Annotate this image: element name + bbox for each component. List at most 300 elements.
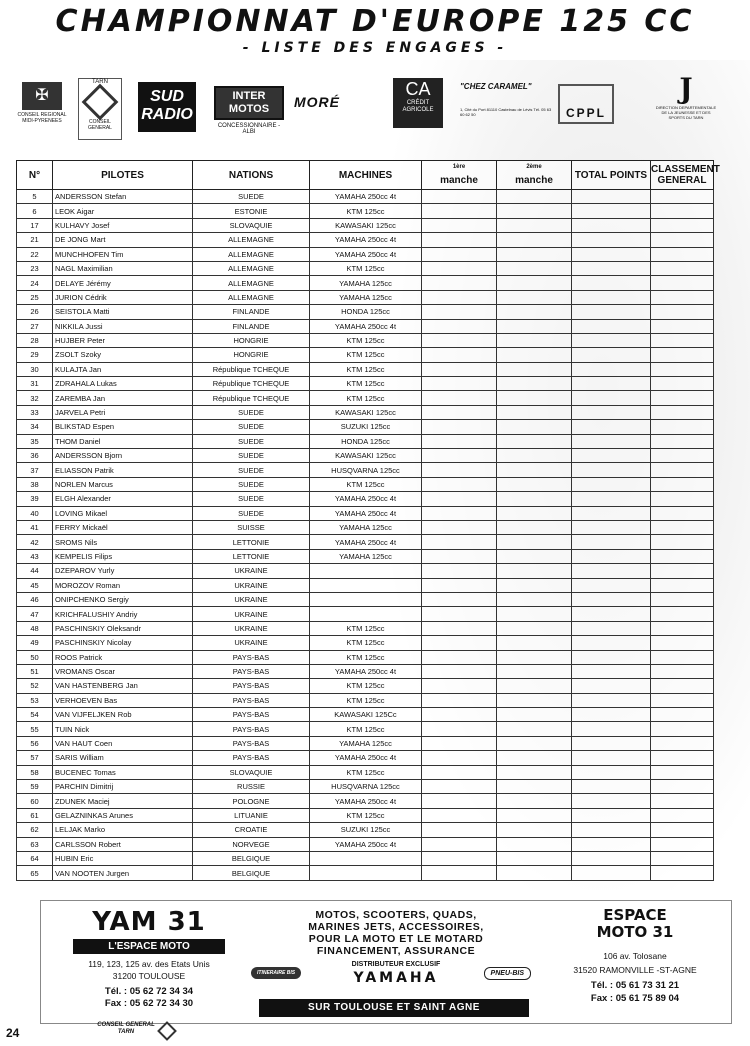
cell-machine: YAMAHA 125cc: [310, 290, 422, 304]
cell-nation: SUEDE: [193, 463, 310, 477]
cell-nation: UKRAINE: [193, 621, 310, 635]
cell-pilote: NORLEN Marcus: [53, 477, 193, 491]
cell-num: 37: [17, 463, 53, 477]
cell-pilote: SROMS Nils: [53, 535, 193, 549]
cell-pilote: LELJAK Marko: [53, 823, 193, 837]
cell-machine: [310, 578, 422, 592]
cell-pilote: ROOS Patrick: [53, 650, 193, 664]
cell-nation: PAYS-BAS: [193, 751, 310, 765]
cell-manche-2: [497, 420, 572, 434]
cell-num: 47: [17, 607, 53, 621]
cell-pilote: ZDRAHALA Lukas: [53, 377, 193, 391]
cell-num: 25: [17, 290, 53, 304]
cell-nation: LITUANIE: [193, 808, 310, 822]
cell-manche-1: [422, 463, 497, 477]
cell-machine: YAMAHA 250cc 4t: [310, 794, 422, 808]
cell-num: 54: [17, 708, 53, 722]
cell-manche-1: [422, 218, 497, 232]
cell-total: [572, 377, 651, 391]
cell-classement: [651, 549, 714, 563]
cell-machine: YAMAHA 250cc 4t: [310, 837, 422, 851]
cell-pilote: VAN NOOTEN Jurgen: [53, 866, 193, 880]
ddjs-logo: J DIRECTION DEPARTEMENTALE DE LA JEUNESSE ET DES SPORTS DU TARN: [655, 72, 717, 120]
cell-machine: KAWASAKI 125cc: [310, 449, 422, 463]
cell-num: 6: [17, 204, 53, 218]
cell-total: [572, 693, 651, 707]
cell-machine: YAMAHA 125cc: [310, 736, 422, 750]
cell-classement: [651, 621, 714, 635]
table-row: [17, 520, 714, 534]
cell-manche-1: [422, 607, 497, 621]
table-row: [17, 679, 714, 693]
cell-manche-1: [422, 506, 497, 520]
cell-manche-2: [497, 261, 572, 275]
table-row: [17, 190, 714, 204]
cell-classement: [651, 607, 714, 621]
cell-machine: KTM 125cc: [310, 693, 422, 707]
cell-num: 22: [17, 247, 53, 261]
cell-classement: [651, 780, 714, 794]
cell-total: [572, 708, 651, 722]
table-row: [17, 463, 714, 477]
cell-num: 32: [17, 391, 53, 405]
cell-classement: [651, 477, 714, 491]
cell-pilote: TUIN Nick: [53, 722, 193, 736]
cell-num: 45: [17, 578, 53, 592]
cell-manche-1: [422, 751, 497, 765]
cell-machine: KTM 125cc: [310, 477, 422, 491]
cell-machine: YAMAHA 250cc 4t: [310, 664, 422, 678]
cell-machine: KTM 125cc: [310, 765, 422, 779]
cell-total: [572, 463, 651, 477]
cell-manche-1: [422, 305, 497, 319]
cell-machine: KTM 125cc: [310, 650, 422, 664]
cell-manche-2: [497, 405, 572, 419]
table-row: [17, 851, 714, 865]
cell-classement: [651, 449, 714, 463]
cell-nation: SUISSE: [193, 520, 310, 534]
cell-manche-2: [497, 204, 572, 218]
cell-manche-2: [497, 190, 572, 204]
cell-pilote: THOM Daniel: [53, 434, 193, 448]
cell-nation: SLOVAQUIE: [193, 765, 310, 779]
cell-num: 17: [17, 218, 53, 232]
cell-manche-1: [422, 247, 497, 261]
cell-num: 40: [17, 506, 53, 520]
cell-nation: SUEDE: [193, 190, 310, 204]
cell-manche-2: [497, 607, 572, 621]
cell-manche-1: [422, 636, 497, 650]
cell-classement: [651, 693, 714, 707]
cell-manche-2: [497, 477, 572, 491]
cell-pilote: SEISTOLA Matti: [53, 305, 193, 319]
cell-pilote: PARCHIN Dimitrij: [53, 780, 193, 794]
cell-classement: [651, 247, 714, 261]
cell-classement: [651, 463, 714, 477]
cell-classement: [651, 420, 714, 434]
cell-total: [572, 506, 651, 520]
cell-manche-2: [497, 851, 572, 865]
table-row: [17, 823, 714, 837]
cell-manche-1: [422, 808, 497, 822]
table-row: [17, 348, 714, 362]
cell-manche-1: [422, 520, 497, 534]
inter-motos-logo: INTER MOTOS CONCESSIONNAIRE - ALBI: [214, 86, 284, 138]
cell-pilote: DELAYE Jérémy: [53, 276, 193, 290]
cell-num: 30: [17, 362, 53, 376]
cell-manche-2: [497, 348, 572, 362]
cell-machine: HONDA 125cc: [310, 305, 422, 319]
cell-classement: [651, 434, 714, 448]
cell-classement: [651, 823, 714, 837]
table-row: [17, 664, 714, 678]
cell-manche-2: [497, 218, 572, 232]
cell-pilote: VAN HASTENBERG Jan: [53, 679, 193, 693]
table-row: [17, 261, 714, 275]
credit-agricole-icon: CA: [405, 79, 431, 99]
page-number: 24: [6, 1026, 20, 1040]
cell-pilote: ELGH Alexander: [53, 492, 193, 506]
cell-nation: PAYS-BAS: [193, 664, 310, 678]
cell-manche-1: [422, 823, 497, 837]
cell-machine: HUSQVARNA 125cc: [310, 780, 422, 794]
itineraire-bis-logo: ITINERAIRE BIS: [251, 967, 301, 979]
cell-manche-2: [497, 708, 572, 722]
table-row: [17, 377, 714, 391]
cell-num: 55: [17, 722, 53, 736]
cell-manche-1: [422, 348, 497, 362]
cell-num: 61: [17, 808, 53, 822]
cell-manche-2: [497, 823, 572, 837]
cell-manche-1: [422, 233, 497, 247]
table-row: [17, 607, 714, 621]
table-row: [17, 204, 714, 218]
cell-total: [572, 621, 651, 635]
cell-pilote: ZSOLT Szoky: [53, 348, 193, 362]
cell-num: 60: [17, 794, 53, 808]
header-total: TOTAL POINTS: [572, 161, 651, 190]
cell-nation: POLOGNE: [193, 794, 310, 808]
table-row: [17, 808, 714, 822]
header-manche-2: $^{2ème}$ manche: [497, 161, 572, 190]
cell-num: 53: [17, 693, 53, 707]
cell-machine: YAMAHA 250cc 4t: [310, 190, 422, 204]
cell-classement: [651, 722, 714, 736]
cell-manche-2: [497, 290, 572, 304]
cell-pilote: KEMPELIS Filips: [53, 549, 193, 563]
credit-agricole-logo: CA CRÉDIT AGRICOLE: [393, 78, 443, 128]
cell-num: 21: [17, 233, 53, 247]
cell-nation: UKRAINE: [193, 607, 310, 621]
cell-manche-2: [497, 866, 572, 880]
cell-manche-2: [497, 650, 572, 664]
cell-machine: YAMAHA 125cc: [310, 520, 422, 534]
cell-total: [572, 449, 651, 463]
table-header-row: [17, 161, 714, 190]
cell-total: [572, 218, 651, 232]
cell-manche-2: [497, 592, 572, 606]
table-row: [17, 636, 714, 650]
cell-total: [572, 477, 651, 491]
table-row: [17, 391, 714, 405]
cell-nation: PAYS-BAS: [193, 650, 310, 664]
cell-manche-2: [497, 621, 572, 635]
cell-total: [572, 247, 651, 261]
cell-machine: HONDA 125cc: [310, 434, 422, 448]
cell-classement: [651, 348, 714, 362]
cell-manche-2: [497, 362, 572, 376]
cell-total: [572, 319, 651, 333]
cell-classement: [651, 736, 714, 750]
cell-pilote: CARLSSON Robert: [53, 837, 193, 851]
table-row: [17, 290, 714, 304]
cell-manche-2: [497, 391, 572, 405]
cell-classement: [651, 520, 714, 534]
chez-caramel-logo: "CHEZ CARAMEL" 1, Cité du Port 81110 Castelnau de Lévis Tél. 05 63 60 62 50: [460, 82, 552, 117]
cell-nation: ALLEMAGNE: [193, 276, 310, 290]
table-row: [17, 434, 714, 448]
espace-moto-logo: ESPACE MOTO 31: [596, 906, 674, 941]
cell-total: [572, 492, 651, 506]
cell-nation: PAYS-BAS: [193, 679, 310, 693]
footer-advert: [40, 900, 732, 1024]
table-row: [17, 708, 714, 722]
cell-nation: BELGIQUE: [193, 851, 310, 865]
services-block: MOTOS, SCOOTERS, QUADS, MARINES JETS, ACCESSOIRES, POUR LA MOTO ET LE MOTARD FINANCEMENT, ASSURANCE DISTRIBUTEUR EXCLUSIF YAMAHA ITINERAIRE BIS PNEU-BIS: [251, 909, 541, 986]
cell-pilote: GELAZNINKAS Arunes: [53, 808, 193, 822]
cell-classement: [651, 751, 714, 765]
cell-manche-2: [497, 549, 572, 563]
table-row: [17, 592, 714, 606]
tarn-emblem-icon: [82, 84, 119, 121]
cell-classement: [651, 319, 714, 333]
cell-total: [572, 823, 651, 837]
sud-radio-logo: SUD RADIO: [138, 82, 196, 132]
cell-total: [572, 679, 651, 693]
cell-num: 65: [17, 866, 53, 880]
cell-manche-1: [422, 866, 497, 880]
espace-moto-block: ESPACE MOTO 31 106 av. Tolosane 31520 RAMONVILLE -ST-AGNE Tél. : 05 61 73 31 21 Fax : 05 61 75 89 04: [547, 907, 723, 1005]
header-classement: CLASSEMENT GENERAL: [651, 161, 714, 190]
table-row: [17, 420, 714, 434]
cell-classement: [651, 765, 714, 779]
cell-total: [572, 204, 651, 218]
cell-classement: [651, 679, 714, 693]
cell-pilote: VAN VIJFELJKEN Rob: [53, 708, 193, 722]
cell-pilote: NAGL Maximilian: [53, 261, 193, 275]
cell-nation: SUEDE: [193, 420, 310, 434]
cell-nation: ALLEMAGNE: [193, 233, 310, 247]
cell-machine: KTM 125cc: [310, 621, 422, 635]
cell-classement: [651, 564, 714, 578]
cell-nation: SUEDE: [193, 434, 310, 448]
table-row: [17, 765, 714, 779]
cell-total: [572, 650, 651, 664]
cell-num: 43: [17, 549, 53, 563]
cell-machine: YAMAHA 250cc 4t: [310, 506, 422, 520]
cell-manche-2: [497, 780, 572, 794]
cell-total: [572, 276, 651, 290]
cell-total: [572, 664, 651, 678]
table-row: [17, 866, 714, 880]
cell-num: 41: [17, 520, 53, 534]
cell-manche-2: [497, 636, 572, 650]
cell-pilote: DZEPAROV Yurly: [53, 564, 193, 578]
cell-classement: [651, 377, 714, 391]
cell-nation: FINLANDE: [193, 319, 310, 333]
cell-classement: [651, 650, 714, 664]
cppl-logo: CPPL: [558, 84, 614, 124]
cell-nation: UKRAINE: [193, 592, 310, 606]
cell-classement: [651, 592, 714, 606]
sponsor-logos: [10, 72, 740, 140]
cell-total: [572, 564, 651, 578]
cell-machine: YAMAHA 125cc: [310, 549, 422, 563]
cell-total: [572, 722, 651, 736]
cell-num: 62: [17, 823, 53, 837]
cell-manche-2: [497, 506, 572, 520]
cell-num: 31: [17, 377, 53, 391]
cell-num: 59: [17, 780, 53, 794]
cell-classement: [651, 218, 714, 232]
cell-machine: YAMAHA 250cc 4t: [310, 233, 422, 247]
cell-classement: [651, 636, 714, 650]
cell-num: 28: [17, 333, 53, 347]
cell-machine: YAMAHA 250cc 4t: [310, 492, 422, 506]
cell-classement: [651, 535, 714, 549]
page-subtitle: - LISTE DES ENGAGES -: [242, 40, 508, 56]
cell-manche-2: [497, 578, 572, 592]
tarn-emblem-icon: [157, 1021, 177, 1041]
cell-manche-1: [422, 780, 497, 794]
cell-pilote: ONIPCHENKO Sergiy: [53, 592, 193, 606]
cell-manche-2: [497, 520, 572, 534]
cell-total: [572, 549, 651, 563]
cell-classement: [651, 664, 714, 678]
cell-pilote: JARVELA Petri: [53, 405, 193, 419]
cell-nation: UKRAINE: [193, 578, 310, 592]
cell-manche-1: [422, 420, 497, 434]
cell-manche-2: [497, 564, 572, 578]
cell-machine: KTM 125cc: [310, 722, 422, 736]
header-num: N°: [17, 161, 53, 190]
cell-nation: ALLEMAGNE: [193, 247, 310, 261]
more-logo: MORÉ: [294, 94, 340, 110]
table-row: [17, 276, 714, 290]
cell-machine: YAMAHA 250cc 4t: [310, 535, 422, 549]
cell-nation: NORVEGE: [193, 837, 310, 851]
cell-num: 48: [17, 621, 53, 635]
cell-total: [572, 333, 651, 347]
cell-nation: FINLANDE: [193, 305, 310, 319]
cell-total: [572, 305, 651, 319]
cell-nation: SUEDE: [193, 449, 310, 463]
cell-total: [572, 578, 651, 592]
header-machines: MACHINES: [310, 161, 422, 190]
cell-nation: CROATIE: [193, 823, 310, 837]
cell-classement: [651, 837, 714, 851]
cell-manche-1: [422, 477, 497, 491]
table-row: [17, 405, 714, 419]
cell-manche-1: [422, 736, 497, 750]
cell-nation: HONGRIE: [193, 348, 310, 362]
cell-machine: KAWASAKI 125Cc: [310, 708, 422, 722]
cell-machine: YAMAHA 250cc 4t: [310, 247, 422, 261]
cell-machine: [310, 851, 422, 865]
cell-manche-1: [422, 261, 497, 275]
cell-pilote: MUNCHHOFEN Tim: [53, 247, 193, 261]
cell-nation: UKRAINE: [193, 636, 310, 650]
cell-pilote: BUCENEC Tomas: [53, 765, 193, 779]
cell-num: 56: [17, 736, 53, 750]
cell-nation: BELGIQUE: [193, 866, 310, 880]
entries-table: [16, 160, 720, 881]
cell-manche-2: [497, 434, 572, 448]
cell-classement: [651, 808, 714, 822]
cell-classement: [651, 233, 714, 247]
cell-nation: PAYS-BAS: [193, 736, 310, 750]
cell-pilote: ELIASSON Patrik: [53, 463, 193, 477]
cell-nation: République TCHEQUE: [193, 377, 310, 391]
cell-machine: KTM 125cc: [310, 261, 422, 275]
table-row: [17, 333, 714, 347]
cell-nation: SLOVAQUIE: [193, 218, 310, 232]
cell-num: 51: [17, 664, 53, 678]
cell-manche-2: [497, 535, 572, 549]
cell-num: 44: [17, 564, 53, 578]
cell-total: [572, 261, 651, 275]
cell-manche-1: [422, 362, 497, 376]
cell-machine: KTM 125cc: [310, 348, 422, 362]
cell-manche-2: [497, 449, 572, 463]
table-row: [17, 247, 714, 261]
cell-machine: [310, 607, 422, 621]
cell-num: 64: [17, 851, 53, 865]
table-row: [17, 736, 714, 750]
cell-total: [572, 765, 651, 779]
cell-num: 24: [17, 276, 53, 290]
cell-pilote: PASCHINSKIY Nicolay: [53, 636, 193, 650]
cell-pilote: BLIKSTAD Espen: [53, 420, 193, 434]
cell-total: [572, 780, 651, 794]
table-row: [17, 780, 714, 794]
cell-machine: HUSQVARNA 125cc: [310, 463, 422, 477]
cell-manche-2: [497, 736, 572, 750]
table-row: [17, 477, 714, 491]
cell-manche-1: [422, 765, 497, 779]
cell-num: 23: [17, 261, 53, 275]
table-row: [17, 535, 714, 549]
cell-manche-1: [422, 405, 497, 419]
cell-manche-1: [422, 190, 497, 204]
cell-total: [572, 607, 651, 621]
cell-total: [572, 636, 651, 650]
cell-num: 35: [17, 434, 53, 448]
cell-manche-2: [497, 679, 572, 693]
table-row: [17, 362, 714, 376]
cell-pilote: PASCHINSKIY Oleksandr: [53, 621, 193, 635]
cell-manche-1: [422, 794, 497, 808]
cell-classement: [651, 405, 714, 419]
cell-total: [572, 434, 651, 448]
cell-manche-1: [422, 650, 497, 664]
cell-num: 26: [17, 305, 53, 319]
cell-nation: ALLEMAGNE: [193, 261, 310, 275]
cell-manche-1: [422, 290, 497, 304]
cell-manche-2: [497, 247, 572, 261]
yam31-logo: YAM 31: [92, 907, 206, 937]
yamaha-logo: YAMAHA: [353, 970, 439, 986]
